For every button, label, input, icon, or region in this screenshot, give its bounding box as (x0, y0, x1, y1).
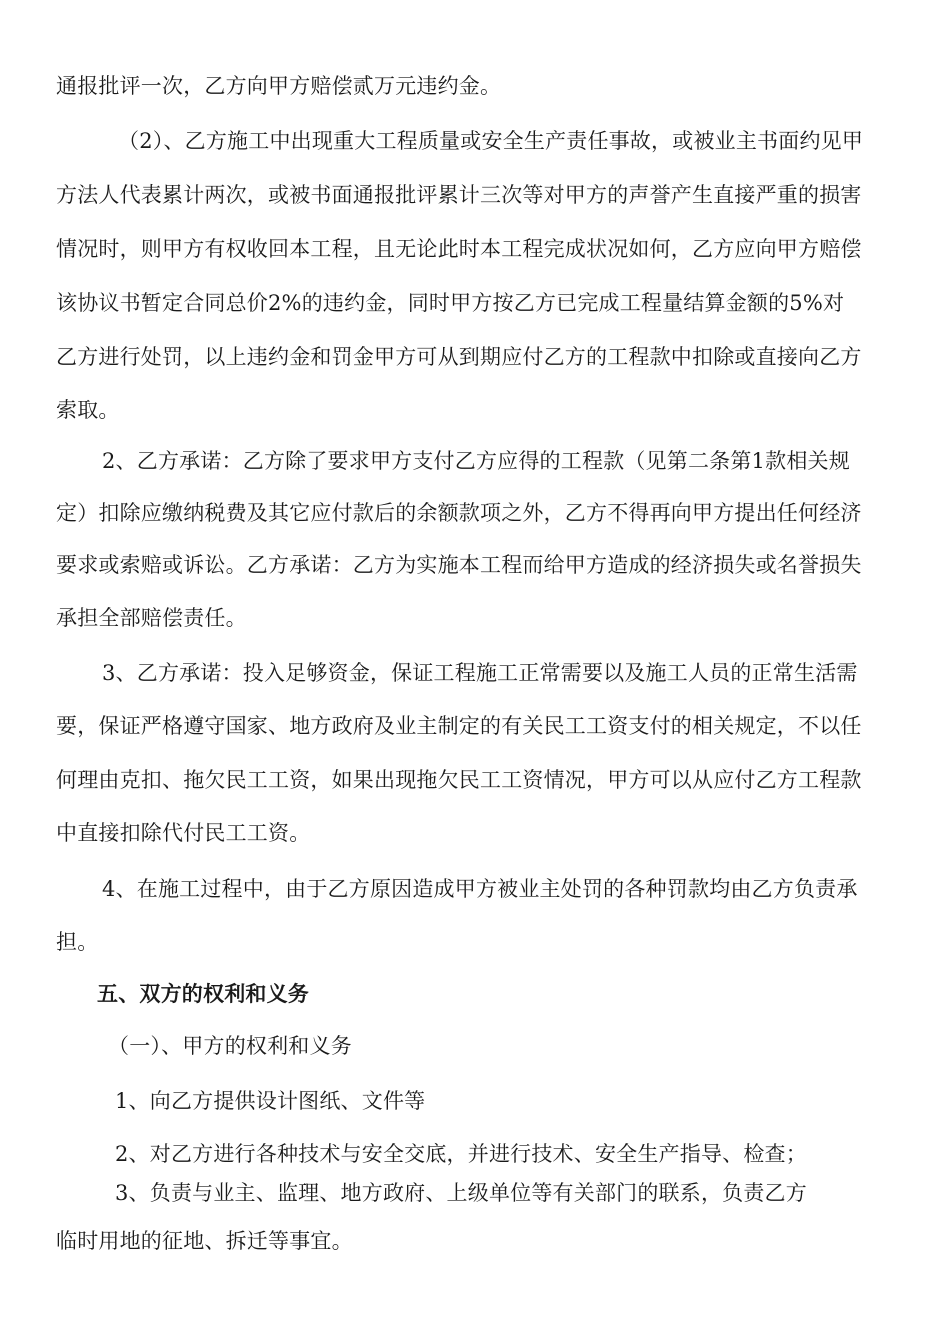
paragraph-line: 索取。 (56, 398, 120, 422)
paragraph-line: 要，保证严格遵守国家、地方政府及业主制定的有关民工工资支付的相关规定，不以任 (56, 714, 862, 738)
paragraph-line: 该协议书暂定合同总价2%的违约金，同时甲方按乙方已完成工程量结算金额的5%对 (56, 291, 845, 315)
paragraph-line: 4、在施工过程中，由于乙方原因造成甲方被业主处罚的各种罚款均由乙方负责承 (102, 877, 858, 901)
paragraph-line: 何理由克扣、拖欠民工工资，如果出现拖欠民工工资情况，甲方可以从应付乙方工程款 (56, 768, 862, 792)
paragraph-line: 要求或索赔或诉讼。乙方承诺：乙方为实施本工程而给甲方造成的经济损失或名誉损失 (56, 553, 862, 577)
paragraph-line: 承担全部赔偿责任。 (56, 606, 247, 630)
paragraph-line: 通报批评一次，乙方向甲方赔偿贰万元违约金。 (56, 74, 502, 98)
paragraph-line: 乙方进行处罚，以上违约金和罚金甲方可从到期应付乙方的工程款中扣除或直接向乙方 (56, 345, 862, 369)
paragraph-line: 方法人代表累计两次，或被书面通报批评累计三次等对甲方的声誉产生直接严重的损害 (56, 183, 862, 207)
paragraph-line: 担。 (56, 930, 99, 954)
subsection-heading: （一）、甲方的权利和义务 (108, 1034, 352, 1058)
section-heading: 五、双方的权利和义务 (97, 982, 309, 1006)
paragraph-line: 定）扣除应缴纳税费及其它应付款后的余额款项之外，乙方不得再向甲方提出任何经济 (56, 501, 862, 525)
paragraph-line: （2）、乙方施工中出现重大工程质量或安全生产责任事故，或被业主书面约见甲 (118, 129, 864, 153)
list-item: 3、负责与业主、监理、地方政府、上级单位等有关部门的联系，负责乙方 (115, 1181, 807, 1205)
paragraph-line: 情况时，则甲方有权收回本工程，且无论此时本工程完成状况如何，乙方应向甲方赔偿 (56, 237, 862, 261)
paragraph-line: 临时用地的征地、拆迁等事宜。 (56, 1229, 353, 1253)
paragraph-line: 3、乙方承诺：投入足够资金，保证工程施工正常需要以及施工人员的正常生活需 (102, 661, 858, 685)
paragraph-line: 2、乙方承诺：乙方除了要求甲方支付乙方应得的工程款（见第二条第1款相关规 (102, 449, 850, 473)
paragraph-line: 中直接扣除代付民工工资。 (56, 821, 311, 845)
list-item: 1、向乙方提供设计图纸、文件等 (115, 1089, 426, 1113)
list-item: 2、对乙方进行各种技术与安全交底，并进行技术、安全生产指导、检查； (115, 1142, 807, 1166)
